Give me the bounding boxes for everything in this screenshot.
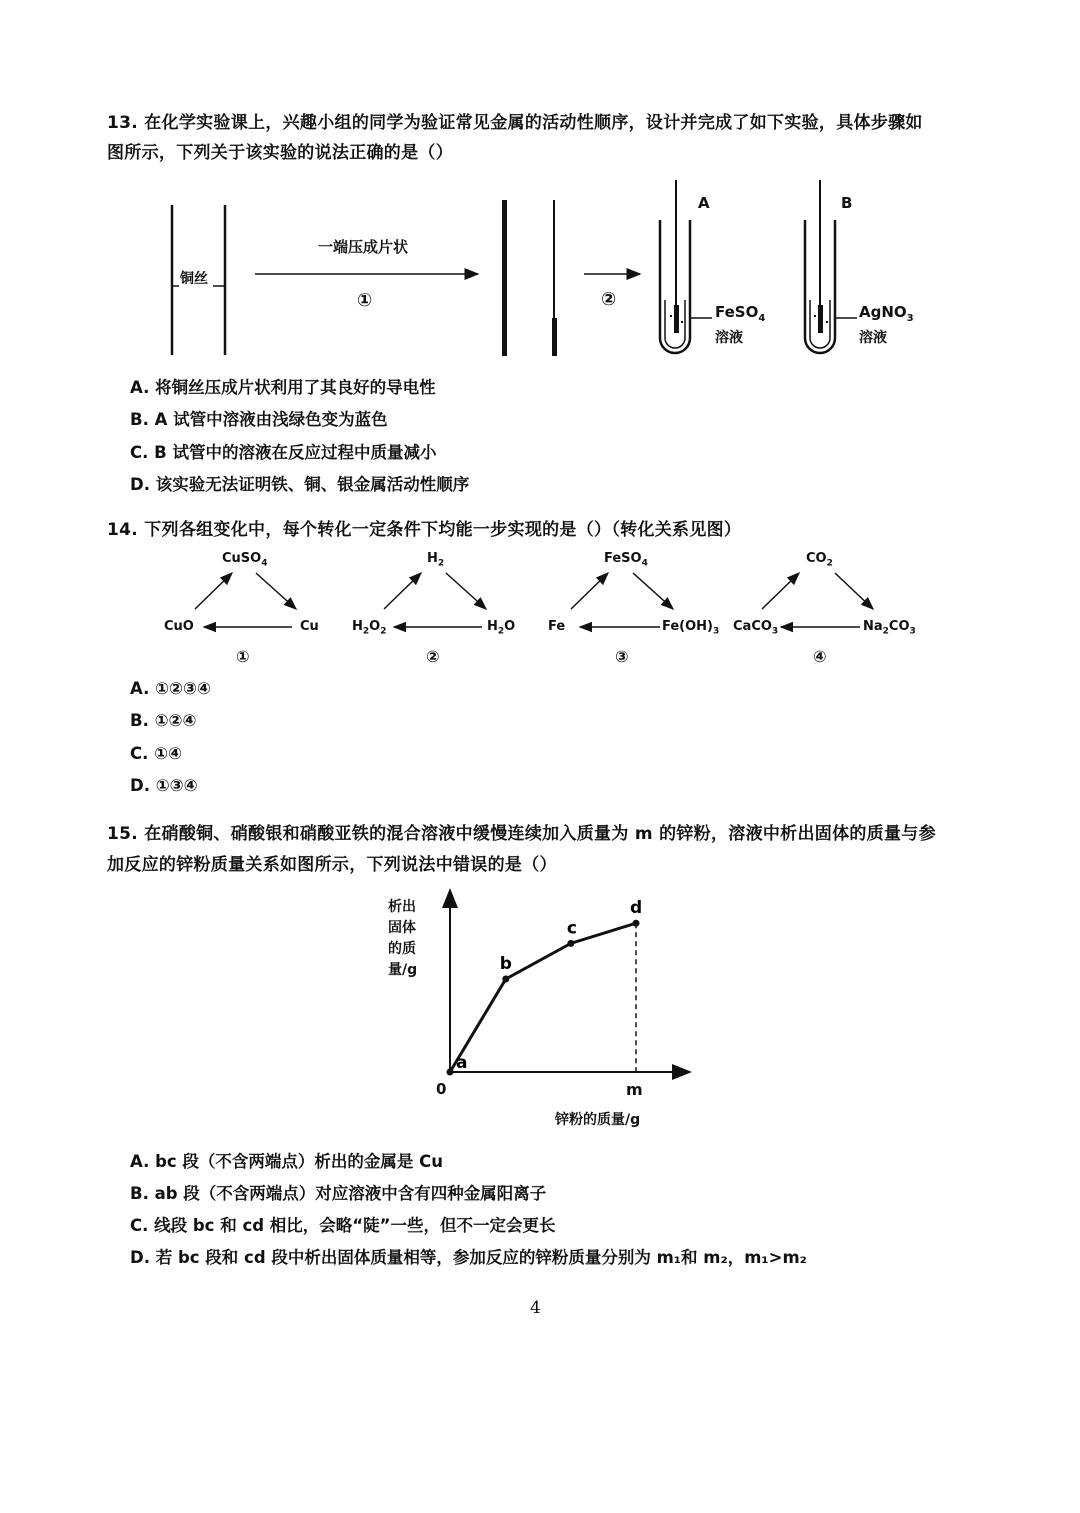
q13-option-c: C. B 试管中的溶液在反应过程中质量减小 bbox=[130, 443, 437, 462]
tri3-number: ③ bbox=[615, 647, 629, 666]
step1-number: ① bbox=[357, 290, 373, 311]
q13-stem-line2: 图所示，下列关于该实验的说法正确的是（） bbox=[107, 143, 453, 163]
tri1-right: Cu bbox=[300, 619, 319, 634]
q14-option-a: A. ①②③④ bbox=[130, 679, 211, 698]
q14-option-b: B. ①②④ bbox=[130, 711, 197, 730]
tube-a-solution-word: 溶液 bbox=[715, 330, 743, 346]
tube-b-label: B bbox=[841, 194, 853, 212]
q13-stem-line1: 13. 在化学实验课上，兴趣小组的同学为验证常见金属的活动性顺序，设计并完成了如下实验，具体步骤如 bbox=[107, 113, 923, 133]
graph-ylabel bbox=[388, 897, 417, 981]
graph-point-label-c: c bbox=[566, 918, 577, 939]
copper-wire-label: 铜丝 bbox=[180, 271, 208, 287]
tri4-top: $CO_2$ bbox=[806, 551, 833, 569]
page-number: 4 bbox=[530, 1298, 541, 1318]
graph-ylabel-line1: 析出 bbox=[388, 899, 416, 915]
tube-a-solution: FeSO$_4$ bbox=[715, 303, 766, 324]
q15-option-b: B. ab 段（不含两端点）对应溶液中含有四种金属阳离子 bbox=[130, 1184, 547, 1203]
graph-point-label-b: b bbox=[499, 954, 512, 974]
graph-xlabel: 锌粉的质量/g bbox=[555, 1112, 641, 1128]
tri2-left: $H_2O_2$ bbox=[352, 619, 387, 637]
tri4-number: ④ bbox=[813, 647, 827, 666]
tri3-left: Fe bbox=[548, 619, 566, 634]
step2-number: ② bbox=[601, 289, 617, 310]
q14-stem: 14. 下列各组变化中，每个转化一定条件下均能一步实现的是（）（转化关系见图） bbox=[107, 520, 742, 540]
tri1-number: ① bbox=[236, 647, 250, 666]
q13-option-b: B. A 试管中溶液由浅绿色变为蓝色 bbox=[130, 410, 388, 429]
q15-option-d: D. 若 bc 段和 cd 段中析出固体质量相等，参加反应的锌粉质量分别为 m₁和 m₂，m₁>m₂ bbox=[130, 1248, 807, 1267]
graph-point-label-d: d bbox=[630, 898, 643, 919]
tri4-left: CaCO$_3$ bbox=[733, 619, 779, 637]
q13-option-d: D. 该实验无法证明铁、铜、银金属活动性顺序 bbox=[130, 475, 470, 494]
tube-b-solution: AgNO$_3$ bbox=[859, 303, 914, 324]
graph-point-label-a: a bbox=[456, 1053, 468, 1073]
tube-b-solution-word: 溶液 bbox=[859, 330, 887, 346]
tri1-left: CuO bbox=[164, 619, 194, 634]
graph-m-label: m bbox=[626, 1080, 643, 1099]
tube-a-label: A bbox=[698, 194, 710, 212]
q15-option-c: C. 线段 bc 和 cd 相比，会略“陡”一些，但不一定会更长 bbox=[130, 1216, 556, 1235]
graph-ylabel-line3: 的质 bbox=[388, 941, 416, 957]
q15-stem-line1: 15. 在硝酸铜、硝酸银和硝酸亚铁的混合溶液中缓慢连续加入质量为 m 的锌粉，溶液中析出固体的质量与参 bbox=[107, 824, 936, 844]
q14-option-c: C. ①④ bbox=[130, 744, 183, 763]
graph-point-c bbox=[567, 940, 574, 947]
graph-point-b bbox=[502, 976, 509, 983]
tri3-top: FeSO$_4$ bbox=[604, 551, 648, 569]
graph-point-d bbox=[633, 920, 640, 927]
tri1-top: CuSO$_4$ bbox=[222, 551, 268, 569]
q14-option-d: D. ①③④ bbox=[130, 776, 198, 795]
tri2-right: $H_2O$ bbox=[487, 619, 516, 637]
q13-option-a: A. 将铜丝压成片状利用了其良好的导电性 bbox=[130, 378, 436, 397]
q15-stem-line2: 加反应的锌粉质量关系如图所示，下列说法中错误的是（） bbox=[107, 855, 557, 875]
q15-option-a: A. bc 段（不含两端点）析出的金属是 Cu bbox=[130, 1152, 444, 1171]
graph-ylabel-line2: 固体 bbox=[388, 920, 416, 936]
graph-origin-label: 0 bbox=[436, 1080, 447, 1098]
graph-ylabel-line4: 量/g bbox=[388, 962, 418, 978]
tri3-right: $Fe(OH)_3$ bbox=[662, 619, 720, 637]
tri2-number: ② bbox=[426, 647, 440, 666]
graph-series-line bbox=[450, 923, 636, 1072]
tri2-top: $H_2$ bbox=[427, 551, 445, 569]
graph-point-a bbox=[447, 1069, 454, 1076]
tri4-right: $Na_2CO_3$ bbox=[863, 619, 916, 637]
step1-label: 一端压成片状 bbox=[318, 238, 409, 256]
